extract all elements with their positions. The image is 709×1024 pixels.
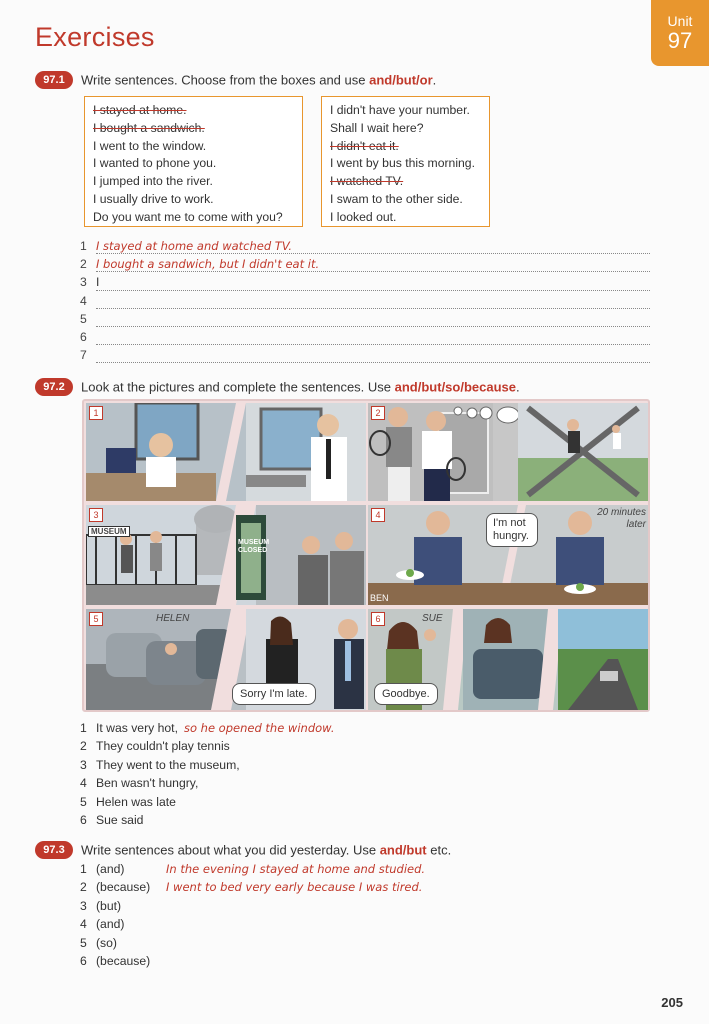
dotted-line [96,308,650,309]
box-sentence: I usually drive to work. [93,191,214,206]
exercise-97-1-answer-lines [80,239,650,366]
handwritten-answer: I bought a sandwich, but I didn't eat it. [96,257,320,272]
line-start-text: Sue said [96,812,144,827]
box-sentence: I didn't have your number. [330,103,470,117]
exercise-97-3-heading [35,841,451,859]
panel-2-illustration [368,403,648,501]
line-number: 4 [80,293,87,308]
panel-1-illustration [86,403,366,501]
picture-panel-1 [86,403,366,501]
exercise-97-1-heading [35,71,436,89]
answer-line [80,257,650,275]
answer-line [80,721,650,739]
line-number: 2 [80,257,87,272]
name-label-helen: HELEN [156,613,190,624]
line-start-text: (but) [96,898,122,913]
line-start-text: I [96,275,100,290]
box-sentence: I stayed at home. [93,103,187,117]
box-sentence: I swam to the other side. [330,191,463,206]
handwritten-answer: so he opened the window. [183,721,335,735]
line-number: 5 [80,935,87,950]
line-start-text: (and) [96,862,125,876]
answer-line [80,312,650,330]
picture-panel-6 [368,609,648,710]
sentence-box-right [321,96,490,227]
speech-bubble-sorry: Sorry I'm late. [232,683,316,705]
picture-panel-5 [86,609,366,710]
page-title: Exercises [35,22,155,52]
answer-line [80,899,650,917]
exercise-badge: 97.2 [35,378,73,396]
handwritten-answer: In the evening I stayed at home and studied. [166,862,426,876]
answer-line [80,275,650,293]
exercise-instruction: Look at the pictures and complete the sentences. Use and/but/so/because. [81,379,520,395]
panel-number: 3 [89,508,103,522]
panel-number: 4 [371,508,385,522]
line-start-text: (and) [96,917,125,932]
sentence-box-left [84,96,303,227]
line-number: 4 [80,776,87,791]
answer-line [80,348,650,366]
unit-label: Unit [667,13,693,29]
museum-sign: MUSEUM [88,526,130,537]
answer-line [80,880,650,898]
exercise-97-2-answer-lines [80,721,650,831]
answer-line [80,330,650,348]
dotted-line [96,362,650,363]
line-number: 3 [80,275,87,290]
box-sentence: Do you want me to come with you? [93,209,283,224]
line-start-text: It was very hot, [96,721,178,735]
answer-line [80,758,650,776]
picture-grid [82,399,650,712]
answer-line [80,862,650,880]
picture-panel-2 [368,403,648,501]
box-sentence: I looked out. [330,209,397,224]
line-number: 1 [80,862,87,876]
line-start-text: They went to the museum, [96,757,240,772]
line-number: 5 [80,311,87,326]
box-sentence: I didn't eat it. [330,138,399,153]
dotted-line [96,344,650,345]
line-number: 2 [80,739,87,754]
museum-closed-sign: MUSEUM CLOSED [238,539,270,554]
answer-line [80,936,650,954]
handwritten-answer: I went to bed very early because I was tired. [166,880,423,895]
exercise-badge: 97.1 [35,71,73,89]
box-sentence: I went by bus this morning. [330,156,475,171]
speech-bubble-goodbye: Goodbye. [374,683,438,705]
dotted-line [96,326,650,327]
line-number: 3 [80,898,87,913]
answer-line [80,954,650,972]
panel-5-illustration [86,609,366,710]
exercise-badge: 97.3 [35,841,73,859]
line-number: 4 [80,917,87,932]
handwritten-answer: I stayed at home and watched TV. [96,239,293,253]
line-start-text: Helen was late [96,794,176,809]
name-label-ben: BEN [370,593,389,603]
line-start-text: (because) [96,953,151,968]
panel-number: 5 [89,612,103,626]
line-number: 7 [80,348,87,363]
speech-bubble-not-hungry: I'm not hungry. [486,513,538,547]
answer-line [80,813,650,831]
line-number: 3 [80,757,87,772]
time-caption: 20 minutes later [597,507,646,530]
line-number: 5 [80,794,87,809]
answer-line [80,739,650,757]
box-sentence: I watched TV. [330,174,404,189]
answer-line [80,294,650,312]
box-sentence: I went to the window. [93,138,207,153]
exercise-instruction: Write sentences about what you did yesterday. Use and/but etc. [81,842,452,858]
dotted-line [96,290,650,291]
unit-tab [651,0,709,66]
panel-number: 2 [371,406,385,420]
exercise-instruction: Write sentences. Choose from the boxes and use and/but/or. [81,72,437,88]
line-number: 1 [80,239,87,253]
line-start-text: (because) [96,880,151,895]
box-sentence: I wanted to phone you. [93,156,217,171]
box-sentence: Shall I wait here? [330,120,424,135]
name-label-sue: SUE [422,613,443,624]
line-number: 6 [80,953,87,968]
answer-line [80,776,650,794]
line-number: 2 [80,880,87,895]
line-number: 6 [80,329,87,344]
dotted-line [96,271,650,272]
dotted-line [96,253,650,254]
panel-3-illustration [86,505,366,605]
box-sentence: I bought a sandwich. [93,120,205,135]
box-sentence: I jumped into the river. [93,174,213,189]
line-start-text: Ben wasn't hungry, [96,776,199,791]
line-start-text: (so) [96,935,117,950]
panel-number: 6 [371,612,385,626]
line-number: 1 [80,721,87,735]
picture-panel-4 [368,505,648,605]
answer-line [80,239,650,257]
exercise-97-2-heading [35,378,520,396]
exercise-97-3-answer-lines [80,862,650,972]
panel-number: 1 [89,406,103,420]
answer-line [80,795,650,813]
unit-number: 97 [667,28,693,53]
line-number: 6 [80,812,87,827]
line-start-text: They couldn't play tennis [96,739,230,754]
answer-line [80,917,650,935]
picture-panel-3 [86,505,366,605]
page-number: 205 [661,995,683,1010]
